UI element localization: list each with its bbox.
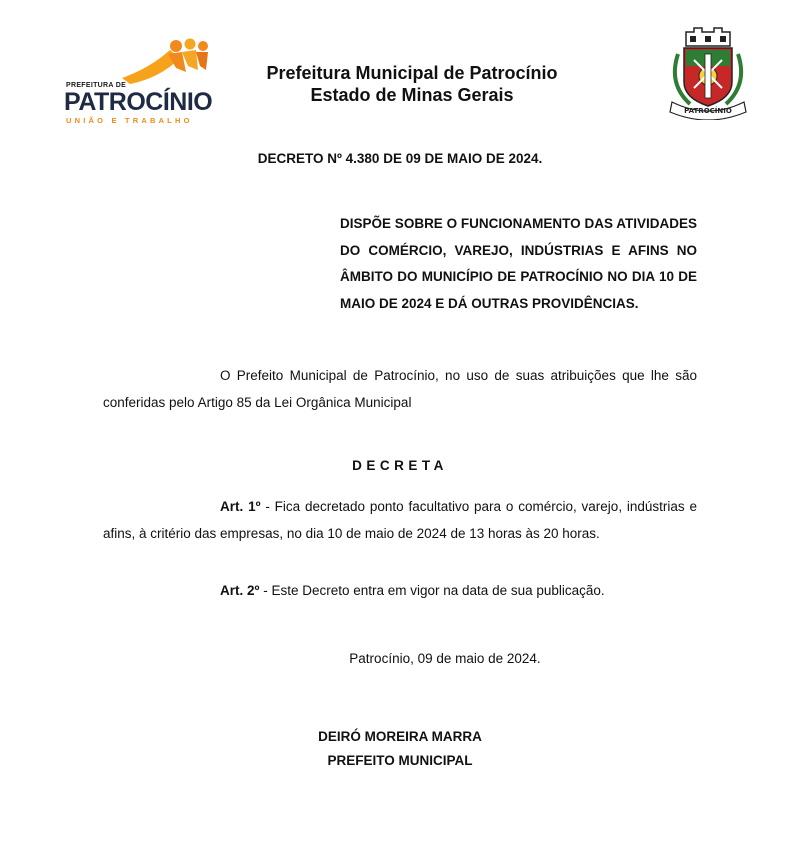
article-1-text: - Fica decretado ponto facultativo para o comércio, varejo, indústrias e afins, à critério das empresas, no dia 10 de maio de 2024 de 13 horas às 20 horas. [103, 499, 697, 541]
signer-name: DEIRÓ MOREIRA MARRA [318, 729, 482, 744]
article-1 [103, 494, 697, 547]
header-line1: Prefeitura Municipal de Patrocínio [266, 63, 558, 83]
decree-preamble: O Prefeito Municipal de Patrocínio, no uso de suas atribuições que lhe são conferidas pelo Artigo 85 da Lei Orgânica Municipal [103, 368, 697, 410]
place-date: Patrocínio, 09 de maio de 2024. [349, 651, 541, 666]
signer-title: PREFEITO MUNICIPAL [327, 753, 473, 768]
article-2-label: Art. 2º [220, 583, 260, 598]
signature-block [0, 725, 800, 773]
people-figures-icon [120, 38, 210, 86]
logo-top-line: PREFEITURA DE [66, 82, 127, 89]
coat-ribbon-text: PATROCÍNIO [684, 107, 732, 115]
article-1-label: Art. 1º [220, 499, 261, 514]
coat-of-arms-icon [664, 24, 752, 120]
logo-tagline: UNIÃO E TRABALHO [66, 116, 193, 125]
decreta-heading: DECRETA [352, 458, 448, 473]
municipality-logo [60, 38, 213, 125]
header-line2: Estado de Minas Gerais [310, 85, 514, 105]
header-title [212, 62, 612, 106]
logo-name: PATROCÍNIO [64, 88, 213, 116]
article-2-text: - Este Decreto entra em vigor na data de sua publicação. [259, 583, 605, 598]
decree-title: DECRETO Nº 4.380 DE 09 DE MAIO DE 2024. [257, 151, 543, 166]
article-2 [103, 578, 697, 605]
decree-ementa: DISPÕE SOBRE O FUNCIONAMENTO DAS ATIVIDADES DO COMÉRCIO, VAREJO, INDÚSTRIAS E AFINS NO ÂMBITO DO MUNICÍPIO DE PATROCÍNIO NO DIA 10 DE MAIO DE 2024 E DÁ OUTRAS PROVIDÊNCIAS. [340, 216, 697, 311]
